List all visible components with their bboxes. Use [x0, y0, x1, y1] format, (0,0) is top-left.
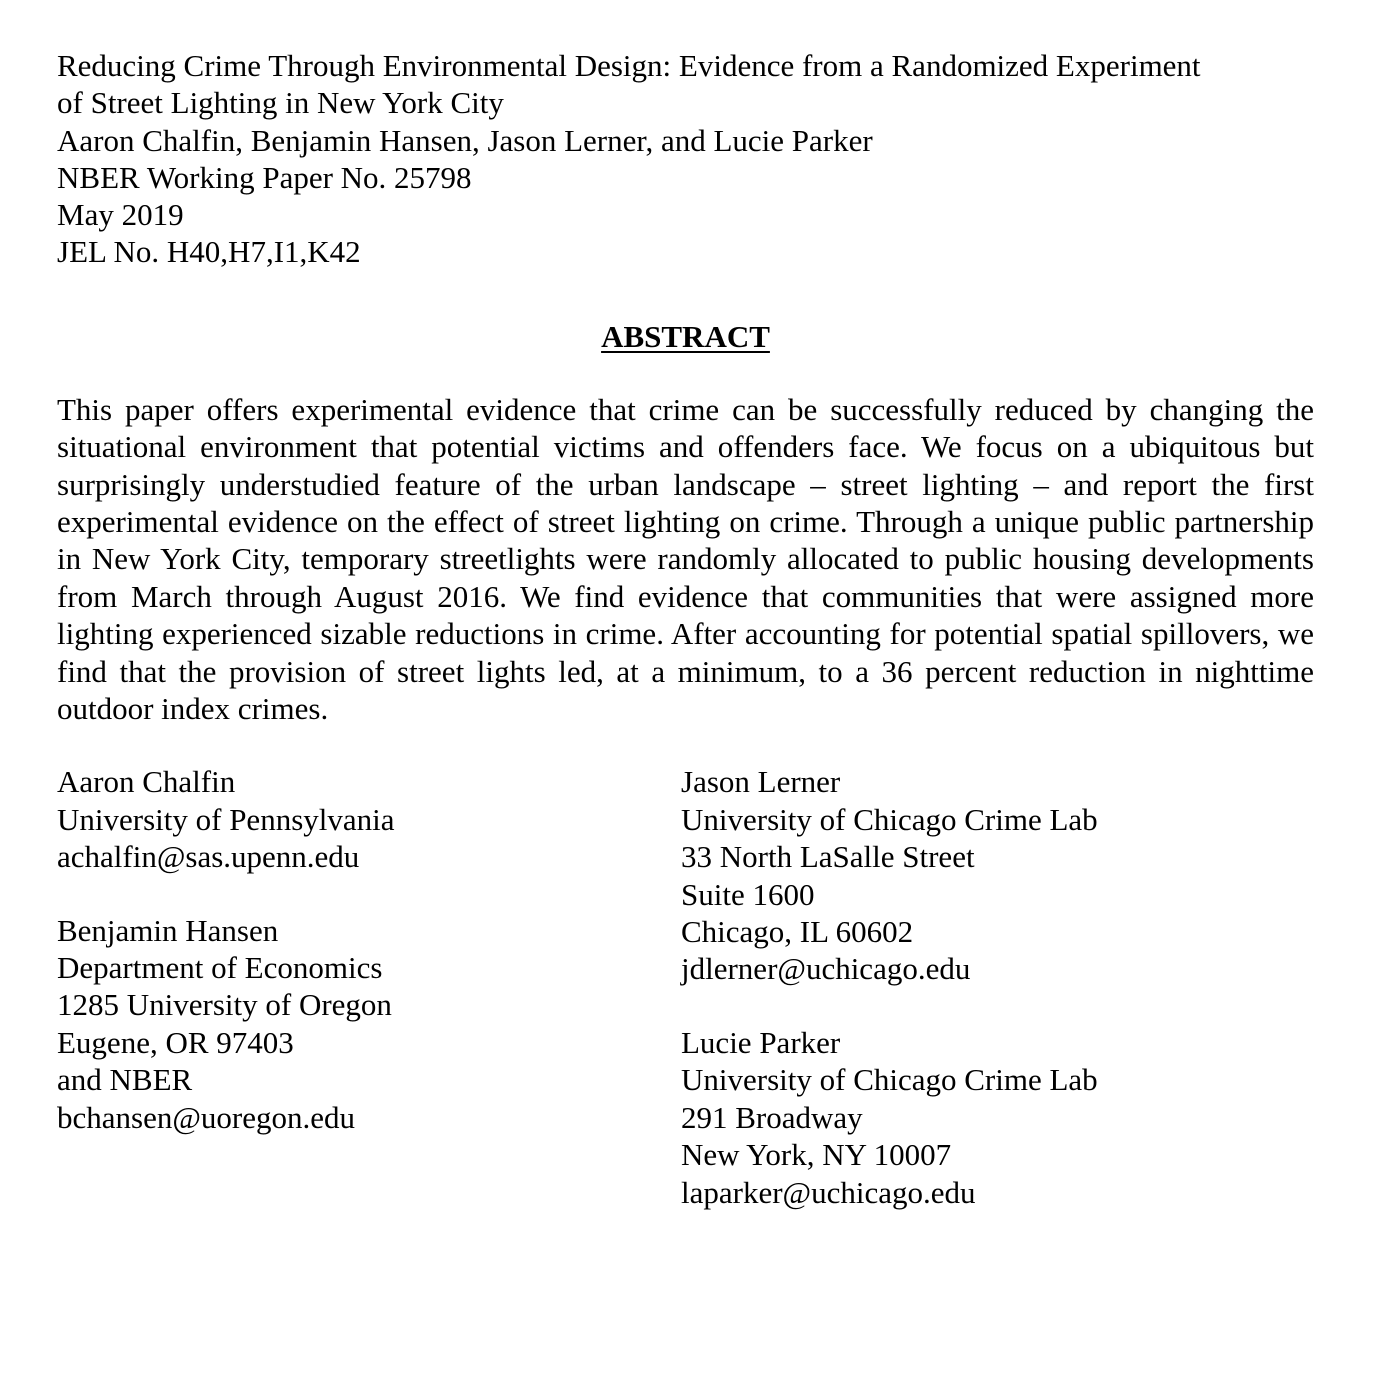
author-address-line: New York, NY 10007	[681, 1137, 952, 1173]
author-affiliation: Department of Economics	[57, 950, 383, 986]
author-name: Benjamin Hansen	[57, 912, 279, 948]
author-address-line: 33 North LaSalle Street	[681, 839, 975, 875]
author-affiliation: University of Chicago Crime Lab	[681, 1062, 1098, 1098]
author-email: jdlerner@uchicago.edu	[681, 951, 971, 987]
paper-page	[57, 47, 1314, 1223]
abstract-heading: ABSTRACT	[601, 318, 770, 354]
paper-title-line-2: of Street Lighting in New York City	[57, 85, 504, 121]
author-block-parker	[681, 1024, 1301, 1211]
author-name: Lucie Parker	[681, 1024, 841, 1060]
paper-jel-codes: JEL No. H40,H7,I1,K42	[57, 234, 361, 270]
paper-header	[57, 47, 1314, 271]
author-column-right	[681, 763, 1301, 1210]
abstract-body: This paper offers experimental evidence that crime can be successfully reduced by changing the situational environment that potential victims and offenders face. We focus on a ubiquitous but surprisingly understudied feature of the urban landscape – street lighting – and report the first experimental evidence on the effect of street lighting on crime. Through a unique public partnership in New York City, temporary streetlights were randomly allocated to public housing developments from March through August 2016. We find evidence that communities that were assigned more lighting experienced sizable reductions in crime. After accounting for potential spatial spillovers, we find that the provision of street lights led, at a minimum, to a 36 percent reduction in nighttime outdoor index crimes.	[57, 391, 1314, 727]
author-block-chalfin	[57, 763, 657, 875]
author-email: laparker@uchicago.edu	[681, 1174, 976, 1210]
author-address-line: 291 Broadway	[681, 1099, 863, 1135]
author-affiliation: University of Chicago Crime Lab	[681, 801, 1098, 837]
author-address-line: Suite 1600	[681, 876, 815, 912]
author-email: achalfin@sas.upenn.edu	[57, 839, 360, 875]
author-addresses	[57, 763, 1314, 1223]
author-email: bchansen@uoregon.edu	[57, 1099, 355, 1135]
author-name: Jason Lerner	[681, 764, 841, 800]
author-affiliation: University of Pennsylvania	[57, 801, 395, 837]
author-name: Aaron Chalfin	[57, 764, 236, 800]
author-address-line: 1285 University of Oregon	[57, 987, 392, 1023]
author-column-left	[57, 763, 657, 1136]
author-block-lerner	[681, 763, 1301, 987]
paper-authors: Aaron Chalfin, Benjamin Hansen, Jason Lerner, and Lucie Parker	[57, 122, 873, 158]
author-block-hansen	[57, 912, 657, 1136]
author-address-line: and NBER	[57, 1062, 193, 1098]
author-address-line: Chicago, IL 60602	[681, 914, 914, 950]
author-address-line: Eugene, OR 97403	[57, 1024, 294, 1060]
paper-series: NBER Working Paper No. 25798	[57, 159, 472, 195]
paper-date: May 2019	[57, 197, 184, 233]
paper-title-line-1: Reducing Crime Through Environmental Design: Evidence from a Randomized Experiment	[57, 48, 1201, 83]
